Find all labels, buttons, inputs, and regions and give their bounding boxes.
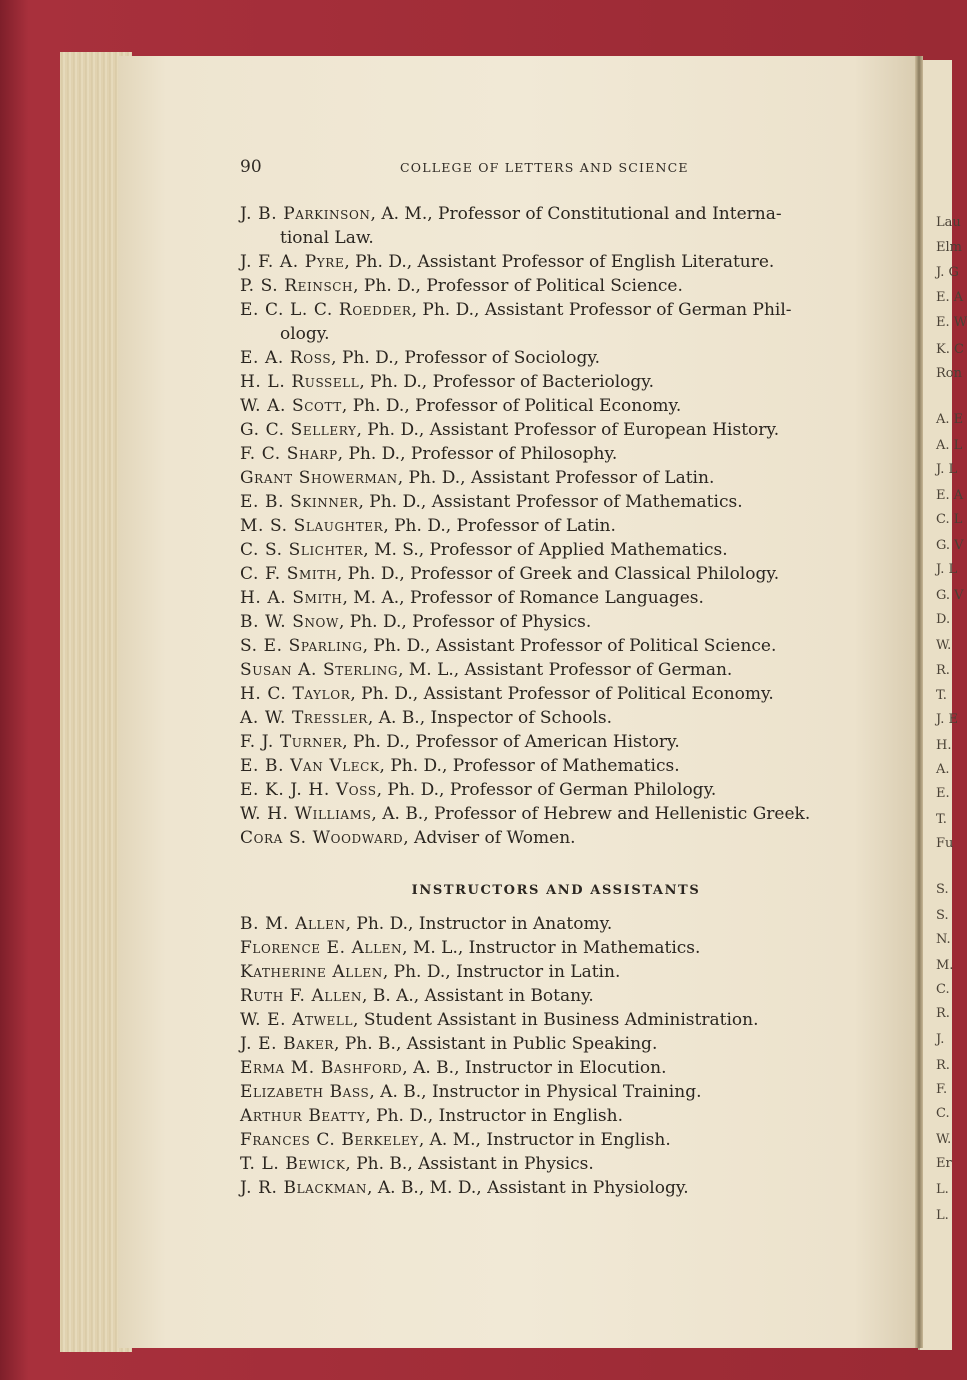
- person-details: , A. M., Professor of Constitutional and Interna-: [370, 204, 782, 224]
- person-name: B. W. Snow: [240, 612, 339, 632]
- person-details: , Ph. D., Professor of Mathematics.: [379, 756, 680, 776]
- list-item: [240, 538, 872, 562]
- person-name: E. K. J. H. Voss: [240, 780, 377, 800]
- person-name: F. C. Sharp: [240, 444, 338, 464]
- person-name: C. F. Smith: [240, 564, 337, 584]
- person-details: , Ph. D., Professor of Sociology.: [331, 348, 601, 368]
- facing-page-fragment: G. V: [936, 588, 964, 603]
- running-header: [240, 157, 870, 181]
- person-details: , Ph. D., Professor of Political Economy.: [341, 396, 682, 416]
- facing-page-fragment: A. E: [936, 412, 964, 427]
- list-item: [240, 298, 872, 346]
- running-title: COLLEGE OF LETTERS AND SCIENCE: [400, 160, 689, 175]
- person-name: E. B. Van Vleck: [240, 756, 380, 776]
- person-name: J. F. A. Pyre: [240, 252, 345, 272]
- person-details: , A. M., Instructor in English.: [418, 1130, 671, 1150]
- list-item: [240, 346, 872, 370]
- person-details: , Ph. D., Assistant Professor of European History.: [356, 420, 780, 440]
- facing-page-fragment: H.: [936, 738, 952, 753]
- list-item: [240, 634, 872, 658]
- person-details: , M. L., Instructor in Mathematics.: [402, 938, 701, 958]
- person-name: G. C. Sellery: [240, 420, 357, 440]
- list-item: [240, 1128, 872, 1152]
- list-item: [240, 912, 872, 936]
- list-item: [240, 274, 872, 298]
- person-name: W. E. Atwell: [240, 1010, 354, 1030]
- person-name: W. A. Scott: [240, 396, 342, 416]
- person-details: , A. B., M. D., Assistant in Physiology.: [367, 1178, 689, 1198]
- facing-page-fragment: R.: [936, 663, 950, 678]
- list-item: [240, 466, 872, 490]
- person-name: Arthur Beatty: [240, 1106, 366, 1126]
- facing-page-fragment: R.: [936, 1006, 950, 1021]
- facing-page-fragment: D.: [936, 612, 951, 627]
- person-details: , Ph. D., Instructor in Latin.: [382, 962, 621, 982]
- page-number: 90: [240, 157, 262, 177]
- person-details: , M. S., Professor of Applied Mathematics.: [363, 540, 728, 560]
- person-name: Cora S. Woodward: [240, 828, 404, 848]
- person-details: , Ph. D., Assistant Professor of Latin.: [397, 468, 715, 488]
- list-item: [240, 562, 872, 586]
- facing-page-fragment: A.: [936, 762, 950, 777]
- facing-page-fragment: J. G: [936, 265, 959, 280]
- list-item: [240, 778, 872, 802]
- list-item: [240, 610, 872, 634]
- person-name: Susan A. Sterling: [240, 660, 399, 680]
- person-name: Grant Showerman: [240, 468, 398, 488]
- person-name: T. L. Bewick: [240, 1154, 346, 1174]
- list-item: [240, 490, 872, 514]
- list-item: [240, 730, 872, 754]
- person-details: , M. L., Assistant Professor of German.: [398, 660, 733, 680]
- facing-page-fragment: E. W: [936, 315, 967, 330]
- facing-page-fragment: N.: [936, 932, 951, 947]
- list-item: [240, 586, 872, 610]
- list-item: [240, 984, 872, 1008]
- list-item: [240, 826, 872, 850]
- facing-page-fragment: E. A: [936, 488, 964, 503]
- facing-page-fragment: Er: [936, 1156, 952, 1171]
- page-body: [240, 202, 872, 1200]
- facing-page-fragment: C.: [936, 1106, 950, 1121]
- list-item: [240, 1032, 872, 1056]
- person-details: , Ph. D., Professor of Bacteriology.: [359, 372, 655, 392]
- person-name: Erma M. Bashford: [240, 1058, 403, 1078]
- facing-page-fragment: J. E: [936, 712, 958, 727]
- person-name: J. B. Parkinson: [240, 204, 371, 224]
- facing-page-fragment: S.: [936, 882, 949, 897]
- list-item: [240, 754, 872, 778]
- facing-page-fragment: K. C: [936, 342, 964, 357]
- faculty-list: [240, 202, 872, 850]
- facing-page-fragment: E.: [936, 786, 950, 801]
- facing-page-fragment: T.: [936, 812, 947, 827]
- instructor-list: [240, 912, 872, 1200]
- person-details: , A. B., Inspector of Schools.: [367, 708, 613, 728]
- list-item: [240, 202, 872, 250]
- facing-page-fragment: G. V: [936, 538, 964, 553]
- person-details: , M. A., Professor of Romance Languages.: [342, 588, 704, 608]
- person-details: , Adviser of Women.: [403, 828, 576, 848]
- list-item: [240, 706, 872, 730]
- facing-page-fragment: Lau: [936, 215, 961, 230]
- person-details: , Ph. D., Professor of Philosophy.: [337, 444, 618, 464]
- person-name: C. S. Slichter: [240, 540, 364, 560]
- facing-page-fragment: E. A: [936, 290, 964, 305]
- continuation-line: tional Law.: [280, 228, 374, 248]
- facing-page-fragment: W.: [936, 1132, 952, 1147]
- person-name: J. E. Baker: [240, 1034, 335, 1054]
- person-details: , A. B., Instructor in Elocution.: [402, 1058, 667, 1078]
- person-name: Katherine Allen: [240, 962, 383, 982]
- person-name: B. M. Allen: [240, 914, 346, 934]
- list-item: [240, 1008, 872, 1032]
- person-name: E. A. Ross: [240, 348, 332, 368]
- list-item: [240, 658, 872, 682]
- person-details: , Ph. B., Assistant in Physics.: [345, 1154, 594, 1174]
- facing-page-fragment: L.: [936, 1182, 949, 1197]
- person-name: H. L. Russell: [240, 372, 360, 392]
- person-details: , Ph. D., Professor of Greek and Classical Philology.: [336, 564, 780, 584]
- person-details: , Ph. D., Assistant Professor of Political Economy.: [350, 684, 774, 704]
- person-details: , Ph. D., Professor of Physics.: [338, 612, 592, 632]
- person-name: E. B. Skinner: [240, 492, 359, 512]
- person-details: , Ph. D., Instructor in English.: [365, 1106, 623, 1126]
- facing-page-fragment: A. L: [936, 438, 963, 453]
- list-item: [240, 1152, 872, 1176]
- facing-page-fragment: J.: [936, 1032, 945, 1047]
- list-item: [240, 960, 872, 984]
- person-name: Elizabeth Bass: [240, 1082, 370, 1102]
- person-details: , A. B., Instructor in Physical Training.: [369, 1082, 702, 1102]
- person-name: A. W. Tressler: [240, 708, 368, 728]
- person-details: , Ph. D., Professor of Political Science.: [353, 276, 683, 296]
- person-details: , Ph. D., Assistant Professor of English Literature.: [344, 252, 775, 272]
- book-gutter: [915, 56, 923, 1348]
- person-name: H. C. Taylor: [240, 684, 351, 704]
- facing-page-fragment: Elm: [936, 240, 962, 255]
- person-details: , B. A., Assistant in Botany.: [362, 986, 594, 1006]
- facing-page-fragment: S.: [936, 908, 949, 923]
- list-item: [240, 1056, 872, 1080]
- next-page-edge: [918, 60, 967, 1350]
- list-item: [240, 936, 872, 960]
- list-item: [240, 1104, 872, 1128]
- facing-page-fragment: R.: [936, 1058, 950, 1073]
- person-name: E. C. L. C. Roedder: [240, 300, 412, 320]
- list-item: [240, 1176, 872, 1200]
- facing-page-fragment: F.: [936, 1082, 948, 1097]
- person-details: , Ph. B., Assistant in Public Speaking.: [334, 1034, 658, 1054]
- person-details: , Ph. D., Assistant Professor of Mathematics.: [358, 492, 743, 512]
- person-name: H. A. Smith: [240, 588, 343, 608]
- list-item: [240, 802, 872, 826]
- person-details: , Ph. D., Instructor in Anatomy.: [345, 914, 613, 934]
- list-item: [240, 682, 872, 706]
- person-name: Ruth F. Allen: [240, 986, 363, 1006]
- facing-page-fragment: Ron: [936, 366, 962, 381]
- facing-page-fragment: J. L: [936, 562, 958, 577]
- person-name: W. H. Williams: [240, 804, 372, 824]
- facing-page-fragment: W.: [936, 638, 952, 653]
- facing-page-fragment: J. L: [936, 462, 958, 477]
- person-details: , Ph. D., Professor of American History.: [342, 732, 680, 752]
- facing-page-fragment: Fu: [936, 836, 954, 851]
- facing-page-fragment: C.: [936, 982, 950, 997]
- list-item: [240, 514, 872, 538]
- person-name: F. J. Turner: [240, 732, 343, 752]
- person-name: Florence E. Allen: [240, 938, 403, 958]
- person-details: , Ph. D., Assistant Professor of Political Science.: [362, 636, 777, 656]
- person-name: P. S. Reinsch: [240, 276, 354, 296]
- person-details: , Ph. D., Professor of Latin.: [383, 516, 616, 536]
- list-item: [240, 418, 872, 442]
- person-name: J. R. Blackman: [240, 1178, 368, 1198]
- facing-page-fragment: T.: [936, 688, 947, 703]
- list-item: [240, 394, 872, 418]
- facing-page-fragment: L.: [936, 1208, 949, 1223]
- person-name: Frances C. Berkeley: [240, 1130, 419, 1150]
- list-item: [240, 250, 872, 274]
- list-item: [240, 442, 872, 466]
- person-name: M. S. Slaughter: [240, 516, 384, 536]
- person-details: , Student Assistant in Business Administration.: [353, 1010, 759, 1030]
- section-title: INSTRUCTORS AND ASSISTANTS: [411, 883, 701, 898]
- facing-page-fragment: C. L: [936, 512, 963, 527]
- facing-page-fragment: M.: [936, 958, 954, 973]
- continuation-line: ology.: [280, 324, 330, 344]
- person-details: , A. B., Professor of Hebrew and Hellenistic Greek.: [371, 804, 811, 824]
- list-item: [240, 1080, 872, 1104]
- person-details: , Ph. D., Assistant Professor of German Phil-: [411, 300, 792, 320]
- person-name: S. E. Sparling: [240, 636, 363, 656]
- person-details: , Ph. D., Professor of German Philology.: [376, 780, 717, 800]
- list-item: [240, 370, 872, 394]
